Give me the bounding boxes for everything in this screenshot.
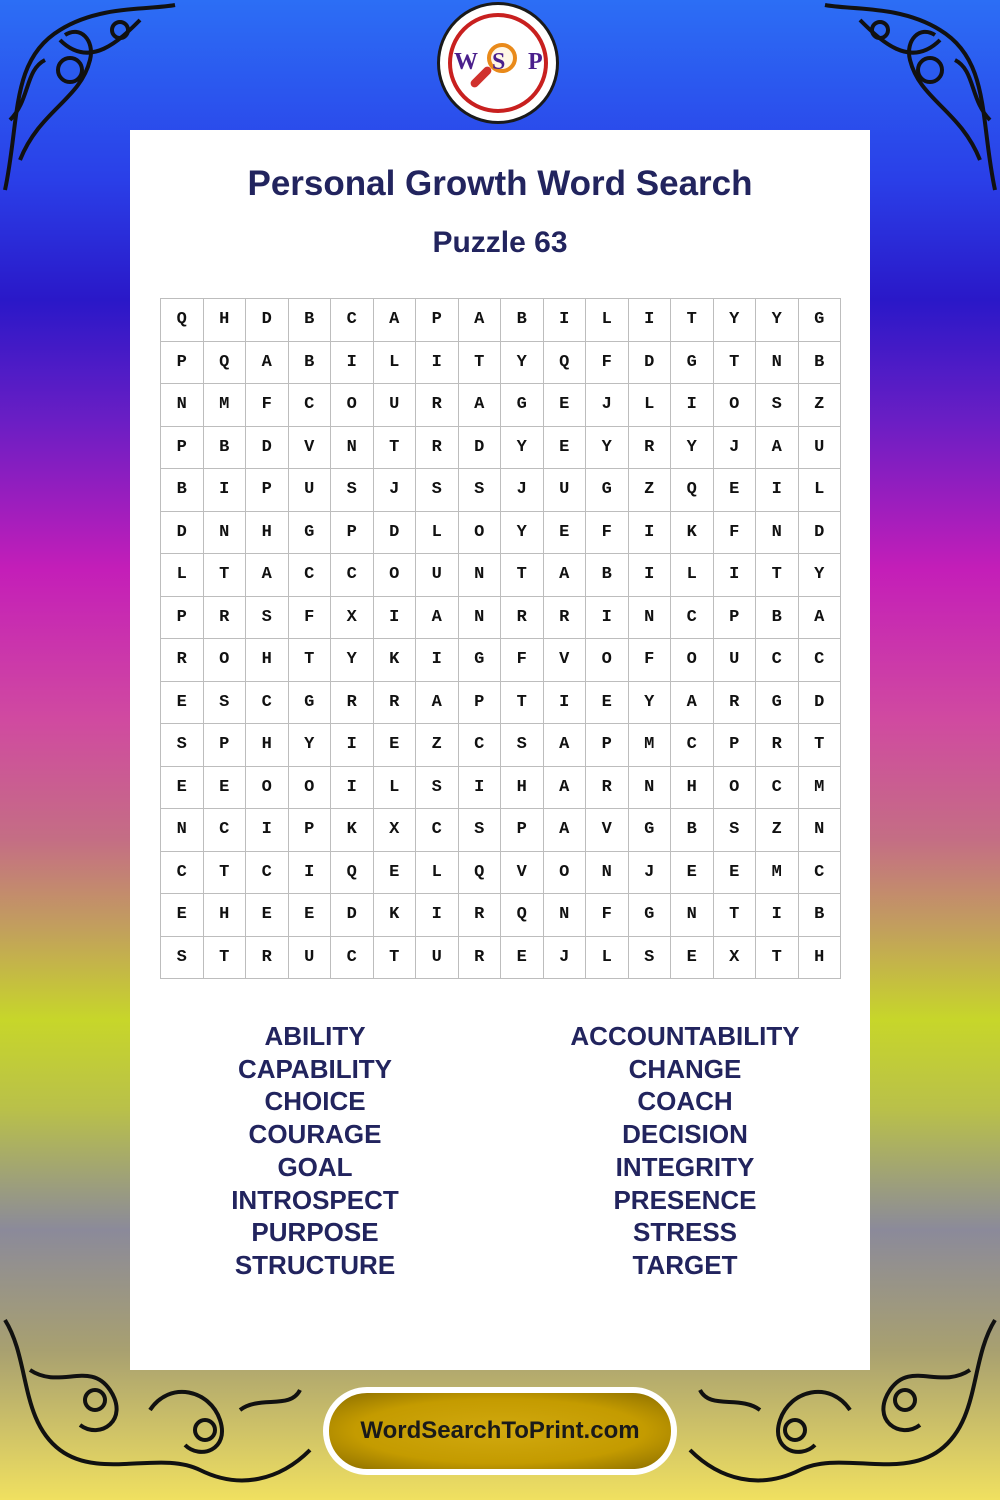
grid-cell[interactable]: A — [416, 682, 459, 725]
grid-cell[interactable]: O — [544, 852, 587, 895]
grid-cell[interactable]: S — [416, 767, 459, 810]
grid-cell[interactable]: I — [416, 342, 459, 385]
grid-cell[interactable]: R — [246, 937, 289, 980]
grid-cell[interactable]: A — [544, 724, 587, 767]
grid-cell[interactable]: B — [289, 299, 332, 342]
grid-cell[interactable]: C — [459, 724, 502, 767]
grid-cell[interactable]: E — [501, 937, 544, 980]
grid-cell[interactable]: C — [416, 809, 459, 852]
word-list-item: GOAL — [277, 1151, 353, 1182]
grid-cell[interactable]: G — [629, 809, 672, 852]
grid-cell[interactable]: C — [671, 724, 714, 767]
grid-cell[interactable]: G — [629, 894, 672, 937]
grid-cell[interactable]: B — [586, 554, 629, 597]
grid-cell[interactable]: N — [161, 809, 204, 852]
grid-cell[interactable]: I — [204, 469, 247, 512]
letter-grid — [160, 298, 841, 979]
grid-cell[interactable]: I — [544, 682, 587, 725]
grid-cell[interactable]: I — [671, 384, 714, 427]
grid-cell[interactable]: K — [671, 512, 714, 555]
grid-cell[interactable]: D — [459, 427, 502, 470]
grid-cell[interactable]: F — [586, 894, 629, 937]
grid-cell[interactable]: K — [331, 809, 374, 852]
grid-cell[interactable]: B — [289, 342, 332, 385]
grid-cell[interactable]: P — [714, 724, 757, 767]
word-list-item: ABILITY — [264, 1021, 366, 1051]
grid-cell[interactable]: B — [671, 809, 714, 852]
grid-cell[interactable]: D — [161, 512, 204, 555]
grid-cell[interactable]: X — [714, 937, 757, 980]
grid-cell[interactable]: N — [756, 512, 799, 555]
grid-cell[interactable]: M — [756, 852, 799, 895]
grid-cell[interactable]: H — [204, 894, 247, 937]
grid-cell[interactable]: K — [374, 894, 417, 937]
grid-cell[interactable]: P — [331, 512, 374, 555]
word-list-item: DECISION — [622, 1119, 748, 1150]
grid-cell[interactable]: N — [756, 342, 799, 385]
grid-cell[interactable]: C — [756, 767, 799, 810]
grid-cell[interactable]: E — [544, 384, 587, 427]
grid-cell[interactable]: N — [671, 894, 714, 937]
grid-cell[interactable]: S — [416, 469, 459, 512]
grid-cell[interactable]: T — [714, 894, 757, 937]
grid-cell[interactable]: R — [416, 384, 459, 427]
grid-cell[interactable]: F — [586, 512, 629, 555]
grid-cell[interactable]: V — [289, 427, 332, 470]
grid-cell[interactable]: J — [544, 937, 587, 980]
grid-cell[interactable]: D — [246, 299, 289, 342]
grid-cell[interactable]: U — [374, 384, 417, 427]
grid-cell[interactable]: R — [331, 682, 374, 725]
word-list-item: TARGET — [632, 1249, 738, 1280]
corner-ornament-bottom-left — [0, 1300, 320, 1500]
grid-cell[interactable]: A — [799, 597, 842, 640]
grid-cell[interactable]: L — [374, 767, 417, 810]
grid-cell[interactable]: E — [586, 682, 629, 725]
grid-cell[interactable]: J — [714, 427, 757, 470]
logo-letter-w: W — [454, 49, 478, 75]
word-list-right — [500, 1020, 870, 1282]
grid-cell[interactable]: G — [459, 639, 502, 682]
grid-cell[interactable]: F — [501, 639, 544, 682]
word-list-item: CHANGE — [628, 1053, 742, 1084]
word-list-item: ACCOUNTABILITY — [570, 1021, 800, 1051]
grid-cell[interactable]: A — [246, 554, 289, 597]
grid-cell[interactable]: I — [374, 597, 417, 640]
grid-cell[interactable]: T — [756, 937, 799, 980]
grid-cell[interactable]: O — [289, 767, 332, 810]
grid-cell[interactable]: O — [374, 554, 417, 597]
grid-cell[interactable]: I — [629, 554, 672, 597]
grid-cell[interactable]: Y — [501, 512, 544, 555]
grid-cell[interactable]: J — [629, 852, 672, 895]
grid-cell[interactable]: S — [161, 724, 204, 767]
grid-cell[interactable]: S — [756, 384, 799, 427]
grid-cell[interactable]: P — [501, 809, 544, 852]
grid-cell[interactable]: Y — [671, 427, 714, 470]
grid-cell[interactable]: I — [714, 554, 757, 597]
grid-cell[interactable]: M — [799, 767, 842, 810]
grid-cell[interactable]: H — [246, 512, 289, 555]
grid-cell[interactable]: P — [161, 427, 204, 470]
word-list-item: STRESS — [632, 1217, 738, 1248]
grid-cell[interactable]: T — [204, 554, 247, 597]
grid-cell[interactable]: J — [586, 384, 629, 427]
grid-cell[interactable]: T — [204, 852, 247, 895]
grid-cell[interactable]: V — [501, 852, 544, 895]
grid-cell[interactable]: Y — [629, 682, 672, 725]
grid-cell[interactable]: I — [416, 894, 459, 937]
grid-cell[interactable]: B — [204, 427, 247, 470]
grid-cell[interactable]: K — [374, 639, 417, 682]
grid-cell[interactable]: Q — [459, 852, 502, 895]
grid-cell[interactable]: P — [246, 469, 289, 512]
grid-cell[interactable]: F — [629, 639, 672, 682]
grid-cell[interactable]: V — [544, 639, 587, 682]
word-list-item: CHOICE — [264, 1086, 366, 1117]
word-list-item: PURPOSE — [251, 1217, 379, 1248]
word-list-item: COACH — [637, 1086, 733, 1117]
grid-cell[interactable]: T — [289, 639, 332, 682]
grid-cell[interactable]: N — [459, 554, 502, 597]
grid-cell[interactable]: E — [671, 937, 714, 980]
grid-cell[interactable]: S — [501, 724, 544, 767]
grid-cell[interactable]: C — [331, 299, 374, 342]
grid-cell[interactable]: R — [501, 597, 544, 640]
grid-cell[interactable]: R — [459, 937, 502, 980]
grid-cell[interactable]: T — [671, 299, 714, 342]
grid-cell[interactable]: X — [331, 597, 374, 640]
grid-cell[interactable]: M — [204, 384, 247, 427]
grid-cell[interactable]: Y — [289, 724, 332, 767]
grid-cell[interactable]: Y — [756, 299, 799, 342]
grid-cell[interactable]: P — [714, 597, 757, 640]
grid-cell[interactable]: P — [204, 724, 247, 767]
grid-cell[interactable]: G — [289, 682, 332, 725]
word-list-item: STRUCTURE — [234, 1249, 396, 1280]
grid-cell[interactable]: P — [586, 724, 629, 767]
grid-cell[interactable]: L — [671, 554, 714, 597]
grid-cell[interactable]: N — [586, 852, 629, 895]
grid-cell[interactable]: V — [586, 809, 629, 852]
word-list-item: INTROSPECT — [231, 1184, 399, 1215]
grid-cell[interactable]: C — [671, 597, 714, 640]
grid-cell[interactable]: Q — [671, 469, 714, 512]
grid-cell[interactable]: S — [629, 937, 672, 980]
puzzle-number: Puzzle 63 — [432, 226, 568, 259]
logo-letter-p: P — [528, 49, 543, 75]
grid-cell[interactable]: D — [331, 894, 374, 937]
grid-cell[interactable]: A — [374, 299, 417, 342]
grid-cell[interactable]: S — [714, 809, 757, 852]
grid-cell[interactable]: E — [161, 894, 204, 937]
grid-cell[interactable]: Z — [799, 384, 842, 427]
grid-cell[interactable]: F — [586, 342, 629, 385]
grid-cell[interactable]: Q — [544, 342, 587, 385]
grid-cell[interactable]: M — [629, 724, 672, 767]
grid-cell[interactable]: L — [374, 342, 417, 385]
grid-cell[interactable]: A — [544, 554, 587, 597]
grid-cell[interactable]: E — [161, 682, 204, 725]
grid-cell[interactable]: O — [714, 767, 757, 810]
grid-cell[interactable]: I — [246, 809, 289, 852]
grid-cell[interactable]: E — [161, 767, 204, 810]
grid-cell[interactable]: C — [331, 554, 374, 597]
grid-cell[interactable]: R — [544, 597, 587, 640]
grid-cell[interactable]: A — [544, 767, 587, 810]
grid-cell[interactable]: G — [501, 384, 544, 427]
grid-cell[interactable]: Q — [161, 299, 204, 342]
grid-cell[interactable]: S — [161, 937, 204, 980]
word-list-left — [130, 1020, 500, 1282]
grid-cell[interactable]: A — [459, 299, 502, 342]
grid-cell[interactable]: S — [331, 469, 374, 512]
grid-cell[interactable]: T — [714, 342, 757, 385]
grid-cell[interactable]: P — [459, 682, 502, 725]
grid-cell[interactable]: T — [501, 554, 544, 597]
grid-cell[interactable]: R — [629, 427, 672, 470]
grid-cell[interactable]: R — [204, 597, 247, 640]
grid-cell[interactable]: Z — [416, 724, 459, 767]
grid-cell[interactable]: L — [586, 937, 629, 980]
grid-cell[interactable]: L — [416, 852, 459, 895]
grid-cell[interactable]: R — [416, 427, 459, 470]
grid-cell[interactable]: E — [374, 852, 417, 895]
grid-cell[interactable]: I — [756, 469, 799, 512]
grid-cell[interactable]: T — [799, 724, 842, 767]
grid-cell[interactable]: Y — [331, 639, 374, 682]
grid-cell[interactable]: L — [629, 384, 672, 427]
grid-cell[interactable]: U — [289, 937, 332, 980]
grid-cell[interactable]: C — [331, 937, 374, 980]
grid-cell[interactable]: Y — [799, 554, 842, 597]
grid-cell[interactable]: E — [544, 427, 587, 470]
wsp-logo[interactable] — [437, 2, 559, 124]
grid-cell[interactable]: U — [416, 937, 459, 980]
grid-cell[interactable]: C — [756, 639, 799, 682]
grid-cell[interactable]: H — [799, 937, 842, 980]
grid-cell[interactable]: R — [374, 682, 417, 725]
grid-cell[interactable]: E — [204, 767, 247, 810]
grid-cell[interactable]: J — [374, 469, 417, 512]
grid-cell[interactable]: Y — [714, 299, 757, 342]
grid-cell[interactable]: N — [161, 384, 204, 427]
grid-cell[interactable]: R — [161, 639, 204, 682]
grid-cell[interactable]: P — [289, 809, 332, 852]
grid-cell[interactable]: U — [416, 554, 459, 597]
puzzle-card — [130, 130, 870, 1370]
grid-cell[interactable]: O — [204, 639, 247, 682]
grid-cell[interactable]: U — [714, 639, 757, 682]
grid-cell[interactable]: R — [459, 894, 502, 937]
grid-cell[interactable]: N — [544, 894, 587, 937]
grid-cell[interactable]: N — [459, 597, 502, 640]
grid-cell[interactable]: O — [714, 384, 757, 427]
grid-cell[interactable]: B — [799, 342, 842, 385]
grid-cell[interactable]: N — [204, 512, 247, 555]
grid-cell[interactable]: E — [671, 852, 714, 895]
grid-cell[interactable]: T — [374, 937, 417, 980]
grid-cell[interactable]: E — [374, 724, 417, 767]
grid-cell[interactable]: U — [289, 469, 332, 512]
grid-cell[interactable]: G — [289, 512, 332, 555]
grid-cell[interactable]: S — [459, 469, 502, 512]
grid-cell[interactable]: I — [331, 767, 374, 810]
grid-cell[interactable]: B — [161, 469, 204, 512]
grid-cell[interactable]: C — [799, 852, 842, 895]
grid-cell[interactable]: P — [161, 342, 204, 385]
grid-cell[interactable]: Y — [586, 427, 629, 470]
grid-cell[interactable]: I — [586, 597, 629, 640]
grid-cell[interactable]: S — [459, 809, 502, 852]
grid-cell[interactable]: T — [756, 554, 799, 597]
corner-ornament-bottom-right — [680, 1300, 1000, 1500]
grid-cell[interactable]: D — [629, 342, 672, 385]
grid-cell[interactable]: I — [416, 639, 459, 682]
grid-cell[interactable]: G — [671, 342, 714, 385]
grid-cell[interactable]: X — [374, 809, 417, 852]
grid-cell[interactable]: Z — [756, 809, 799, 852]
word-list-item: CAPABILITY — [237, 1053, 393, 1084]
grid-cell[interactable]: F — [714, 512, 757, 555]
grid-cell[interactable]: Q — [331, 852, 374, 895]
grid-cell[interactable]: L — [161, 554, 204, 597]
grid-cell[interactable]: E — [544, 512, 587, 555]
grid-cell[interactable]: H — [501, 767, 544, 810]
grid-cell[interactable]: I — [289, 852, 332, 895]
grid-cell[interactable]: O — [586, 639, 629, 682]
grid-cell[interactable]: A — [246, 342, 289, 385]
grid-cell[interactable]: Q — [204, 342, 247, 385]
grid-cell[interactable]: A — [544, 809, 587, 852]
grid-cell[interactable]: A — [756, 427, 799, 470]
grid-cell[interactable]: B — [756, 597, 799, 640]
grid-cell[interactable]: T — [501, 682, 544, 725]
grid-cell[interactable]: I — [756, 894, 799, 937]
grid-cell[interactable]: G — [756, 682, 799, 725]
grid-cell[interactable]: O — [459, 512, 502, 555]
grid-cell[interactable]: Y — [501, 342, 544, 385]
grid-cell[interactable]: O — [246, 767, 289, 810]
grid-cell[interactable]: N — [799, 809, 842, 852]
grid-cell[interactable]: I — [544, 299, 587, 342]
grid-cell[interactable]: A — [416, 597, 459, 640]
grid-cell[interactable]: T — [374, 427, 417, 470]
grid-cell[interactable]: E — [714, 469, 757, 512]
grid-cell[interactable]: I — [331, 724, 374, 767]
grid-cell[interactable]: H — [671, 767, 714, 810]
grid-cell[interactable]: U — [544, 469, 587, 512]
website-link-button[interactable]: WordSearchToPrint.com — [323, 1387, 677, 1475]
grid-cell[interactable]: I — [629, 512, 672, 555]
grid-cell[interactable]: D — [799, 512, 842, 555]
word-list-item: PRESENCE — [613, 1184, 757, 1215]
grid-cell[interactable]: D — [374, 512, 417, 555]
grid-cell[interactable]: E — [289, 894, 332, 937]
grid-cell[interactable]: A — [671, 682, 714, 725]
grid-cell[interactable]: I — [459, 767, 502, 810]
grid-cell[interactable]: C — [161, 852, 204, 895]
grid-cell[interactable]: E — [246, 894, 289, 937]
grid-cell[interactable]: N — [331, 427, 374, 470]
grid-cell[interactable]: N — [629, 767, 672, 810]
grid-cell[interactable]: L — [799, 469, 842, 512]
grid-cell[interactable]: S — [204, 682, 247, 725]
grid-cell[interactable]: C — [799, 639, 842, 682]
grid-cell[interactable]: C — [246, 852, 289, 895]
grid-cell[interactable]: H — [246, 724, 289, 767]
page-title: Personal Growth Word Search — [247, 164, 753, 203]
grid-cell[interactable]: R — [756, 724, 799, 767]
grid-cell[interactable]: P — [416, 299, 459, 342]
grid-cell[interactable]: C — [289, 554, 332, 597]
logo-letter-s: S — [492, 49, 506, 75]
grid-cell[interactable]: H — [246, 639, 289, 682]
grid-cell[interactable]: J — [501, 469, 544, 512]
grid-cell[interactable]: L — [416, 512, 459, 555]
grid-cell[interactable]: F — [246, 384, 289, 427]
grid-cell[interactable]: T — [459, 342, 502, 385]
grid-cell[interactable]: N — [629, 597, 672, 640]
grid-cell[interactable]: Q — [501, 894, 544, 937]
grid-cell[interactable]: P — [161, 597, 204, 640]
grid-cell[interactable]: D — [246, 427, 289, 470]
grid-cell[interactable]: T — [204, 937, 247, 980]
grid-cell[interactable]: C — [204, 809, 247, 852]
grid-cell[interactable]: Y — [501, 427, 544, 470]
grid-cell[interactable]: G — [586, 469, 629, 512]
grid-cell[interactable]: A — [459, 384, 502, 427]
grid-cell[interactable]: B — [799, 894, 842, 937]
grid-cell[interactable]: D — [799, 682, 842, 725]
grid-cell[interactable]: E — [714, 852, 757, 895]
grid-cell[interactable]: C — [289, 384, 332, 427]
grid-cell[interactable]: O — [671, 639, 714, 682]
grid-cell[interactable]: O — [331, 384, 374, 427]
grid-cell[interactable]: S — [246, 597, 289, 640]
word-list-item: COURAGE — [248, 1119, 382, 1150]
grid-cell[interactable]: C — [246, 682, 289, 725]
word-list-item: INTEGRITY — [615, 1151, 755, 1182]
grid-cell[interactable]: Z — [629, 469, 672, 512]
grid-cell[interactable]: I — [629, 299, 672, 342]
grid-cell[interactable]: H — [204, 299, 247, 342]
grid-cell[interactable]: B — [501, 299, 544, 342]
grid-cell[interactable]: U — [799, 427, 842, 470]
grid-cell[interactable]: R — [714, 682, 757, 725]
grid-cell[interactable]: F — [289, 597, 332, 640]
grid-cell[interactable]: R — [586, 767, 629, 810]
grid-cell[interactable]: G — [799, 299, 842, 342]
grid-cell[interactable]: L — [586, 299, 629, 342]
grid-cell[interactable]: I — [331, 342, 374, 385]
